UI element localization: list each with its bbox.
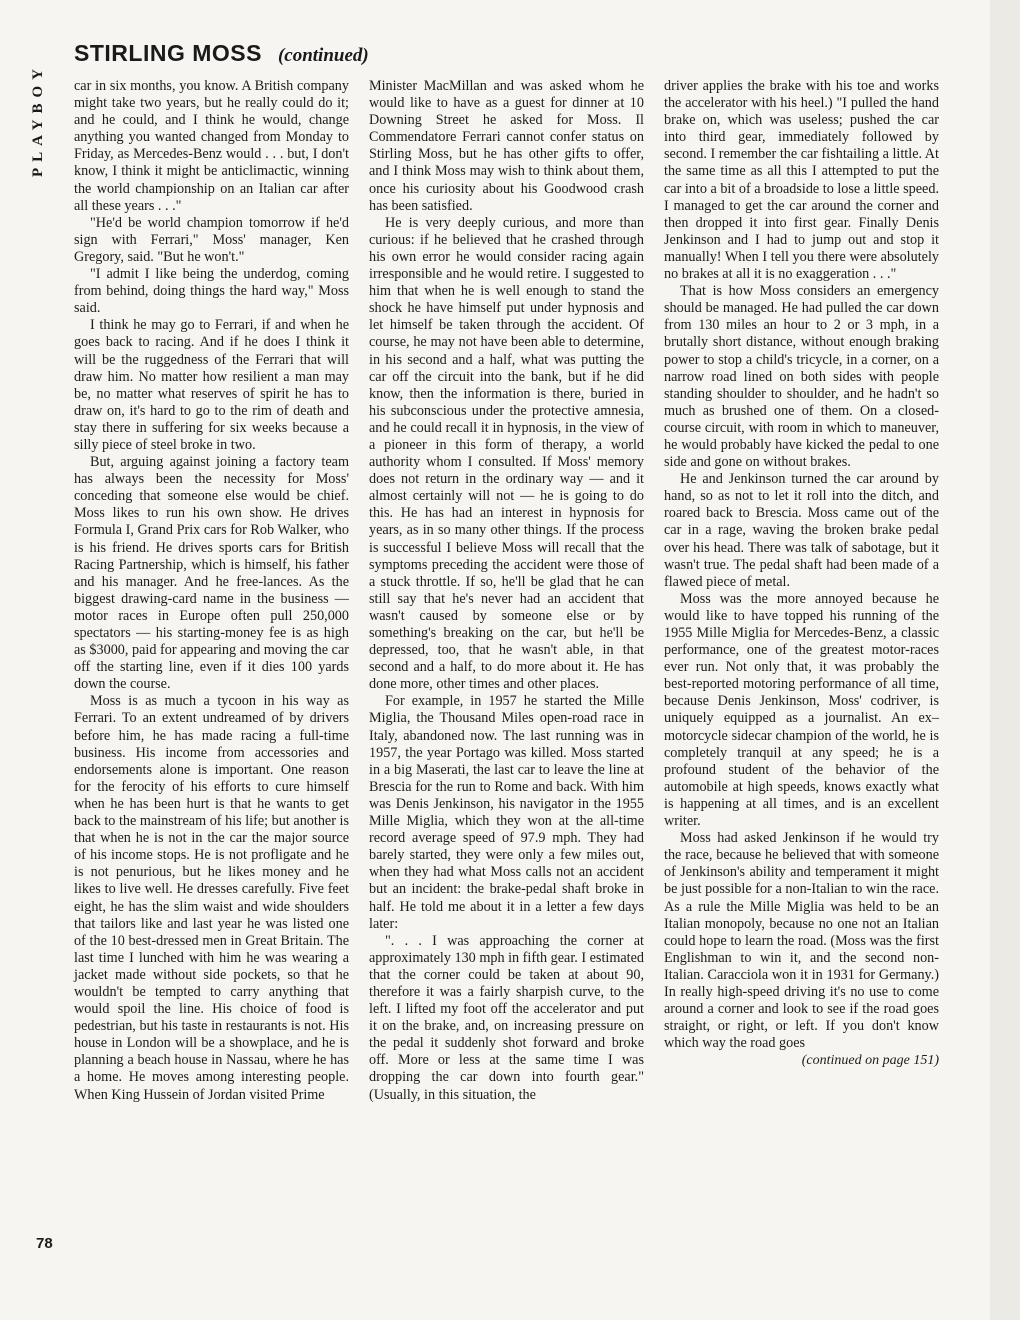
paragraph: Moss was the more annoyed because he would like to have topped his running of the 1955 Mille Miglia for Mercedes-Benz, a classic performance, one of the greatest motor-races ever run. Not only that, it was probably the best-reported motoring performance of all time, because Denis Jenkinson, Moss' codriver, is uniquely equipped as a journalist. An ex–motorcycle sidecar champion of the world, he is completely tranquil at any speed; he is a profound student of the behavior of the automobile at high speeds, knows exactly what is happening at all times, and is an excellent writer. xyxy=(664,590,939,830)
page-number: 78 xyxy=(36,1235,53,1252)
column-2 xyxy=(369,78,644,1258)
article-header xyxy=(74,40,954,72)
paragraph: For example, in 1957 he started the Mille Miglia, the Thousand Miles open-road race in Italy, abandoned now. The last running was in 1957, the year Portago was killed. Moss started in a big Maserati, the last car to leave the line at Brescia for the run to Rome and back. With him was Denis Jenkinson, his navigator in the 1955 Mille Miglia, which they won at the all-time record average speed of 97.9 mph. They had barely started, they were only a few miles out, when they had what Moss calls not an accident but an incident: the brake-pedal shaft broke in half. He told me about it in a letter a few days later: xyxy=(369,693,644,932)
paragraph: But, arguing against joining a factory team has always been the necessity for Moss' conceding that someone else would be chief. Moss likes to run his own show. He drives Formula I, Grand Prix cars for Rob Walker, who is his friend. He drives sports cars for British Racing Partnership, which is himself, his father and his manager. And he free-lances. As the biggest drawing-card name in the business — motor races in Europe often pull 250,000 spectators — his starting-money fee is as high as $3000, paid for appearing and moving the car off the starting line, even if it dies 100 yards down the course. xyxy=(74,454,349,693)
paragraph: ". . . I was approaching the corner at approximately 130 mph in fifth gear. I estimated that the corner could be taken at about 90, therefore it was a fairly sharpish curve, to the left. I lifted my foot off the accelerator and put it on the brake, and, on increasing pressure on the pedal it suddenly shot forward and broke off. More or less at the same time I was dropping the car down into fourth gear." (Usually, in this situation, the xyxy=(369,932,645,1103)
magazine-name: PLAYBOY xyxy=(30,63,46,177)
paragraph: "He'd be world champion tomorrow if he'd sign with Ferrari," Moss' manager, Ken Gregory, said. "But he won't." xyxy=(74,214,349,265)
paragraph: I think he may go to Ferrari, if and when he goes back to racing. And if he does I think it will be the ruggedness of the Ferrari that will draw him. No matter how resilient a man may be, no matter what reserves of spirit he has to draw on, it's hard to go to the rim of death and stay there in suffering for six weeks because a silly piece of steel broke in two. xyxy=(74,317,349,453)
article-subtitle: (continued) xyxy=(277,45,369,66)
paragraph: driver applies the brake with his toe and works the accelerator with his heel.) "I pulled the hand brake on, which was useless; pushed the car into third gear, immediately followed by second. I remember the car fishtailing a little. At the same time as all this I attempted to put the car into a bit of a broadside to lose a little speed. I managed to get the car around the corner and then dropped it into first gear. Finally Denis Jenkinson and I had to jump out and stop it manually! When I tell you there were absolutely no brakes at all it is no exaggeration . . ." xyxy=(664,78,939,283)
paragraph: He and Jenkinson turned the car around by hand, so as not to let it roll into the ditch, and roared back to Brescia. Moss came out of the car in a rage, waving the broken brake pedal over his head. There was talk of sabotage, but it wasn't true. The pedal shaft had been made of a flawed piece of metal. xyxy=(664,471,939,590)
page-gutter xyxy=(990,0,1020,1320)
paragraph: "I admit I like being the underdog, coming from behind, doing things the hard way," Moss said. xyxy=(74,266,349,317)
article-title: STIRLING MOSS xyxy=(74,40,262,66)
column-3 xyxy=(664,78,939,1258)
paragraph: Moss had asked Jenkinson if he would try the race, because he believed that with someone of Jenkinson's ability and temperament it might be just possible for a non-Italian to win the race. As a rule the Mille Miglia was held to be an Italian monopoly, because no one not an Italian could hope to learn the road. (Moss was the first Englishman to win it, and the second non-Italian. Caracciola won it in 1931 for Germany.) In really high-speed driving it's no use to come around a corner and look to see if the road goes straight, or right, or left. If you don't know which way the road goes xyxy=(664,830,939,1052)
column-1 xyxy=(74,78,349,1258)
paragraph: Moss is as much a tycoon in his way as Ferrari. To an extent undreamed of by drivers before him, he has made racing a full-time business. His income from accessories and endorsements alone is important. One reason for the ferocity of his efforts to cure himself when he has been hurt is that he wants to get back to the mainstream of his life; but another is that when he is not in the car the major source of his income stops. He is not profligate and he is not penurious, but he likes money and he likes to live well. He dresses carefully. Five feet eight, he has the slim waist and wide shoulders that tailors like and last year he was listed one of the 10 best-dressed men in Great Britain. The last time I lunched with him he was wearing a jacket made without side pockets, so that he wouldn't be tempted to carry anything that would spoil the line. His choice of food is pedestrian, but his taste in restaurants is not. His house in London will be a showplace, and he is planning a beach house in Nassau, where he has a home. He moves among interesting people. When King Hussein of Jordan visited Prime xyxy=(74,693,349,1103)
paragraph: Minister MacMillan and was asked whom he would like to have as a guest for dinner at 10 Downing Street he asked for Moss. Il Commendatore Ferrari cannot confer status on Stirling Moss, but he has other gifts to offer, and I think Moss may wish to think about them, once his curiosity about his Goodwood crash has been satisfied. xyxy=(369,78,644,214)
article-body xyxy=(74,78,940,1258)
spine-label xyxy=(30,40,54,200)
paragraph: He is very deeply curious, and more than curious: if he believed that he crashed through his own error he would consider racing again irresponsible and he would retire. I suggested to him that when he is well enough to stand the shock he have himself put under hypnosis and let himself be taken through the accident. Of course, he may not have been able to determine, in his second and a half, what was putting the car off the circuit into the bank, but if he did know, then the information is there, buried in his subconscious under the protective amnesia, and he could recall it in hypnosis, in the view of a pioneer in this form of therapy, a world authority whom I consulted. If Moss' memory does not return in the ordinary way — and it almost certainly will not — he is going to do this. He has had an interest in hypnosis for years, as in so many other things. If the process is successful I believe Moss will recall that the symptoms preceding the accident were those of a stuck throttle. If so, he'll be glad that he can still say that he's never had an accident that wasn't caused by someone else or by something's breaking on the car, but he'll be depressed, too, that he wasn't able, in that second and a half, to do more about it. He has done more, other times and other places. xyxy=(369,214,644,693)
paragraph: That is how Moss considers an emergency should be managed. He had pulled the car down from 130 miles an hour to 2 or 3 mph, in a brutally short distance, without enough braking power to stop a child's tricycle, in a corner, on a narrow road lined on both sides with people standing shoulder to shoulder, and he hadn't so much as brushed one of them. On a closed-course circuit, with room in which to maneuver, he would probably have kicked the pedal to one side and gone on without brakes. xyxy=(664,283,939,471)
paragraph: car in six months, you know. A British company might take two years, but he really could do it; and he could, and I think he would, change anything you wanted changed from Monday to Friday, as Mercedes-Benz would . . . but, I don't know, I think it might be anticlimactic, winning the world championship on an Italian car after all these years . . ." xyxy=(74,78,349,214)
continued-note: (continued on page 151) xyxy=(801,1053,939,1069)
